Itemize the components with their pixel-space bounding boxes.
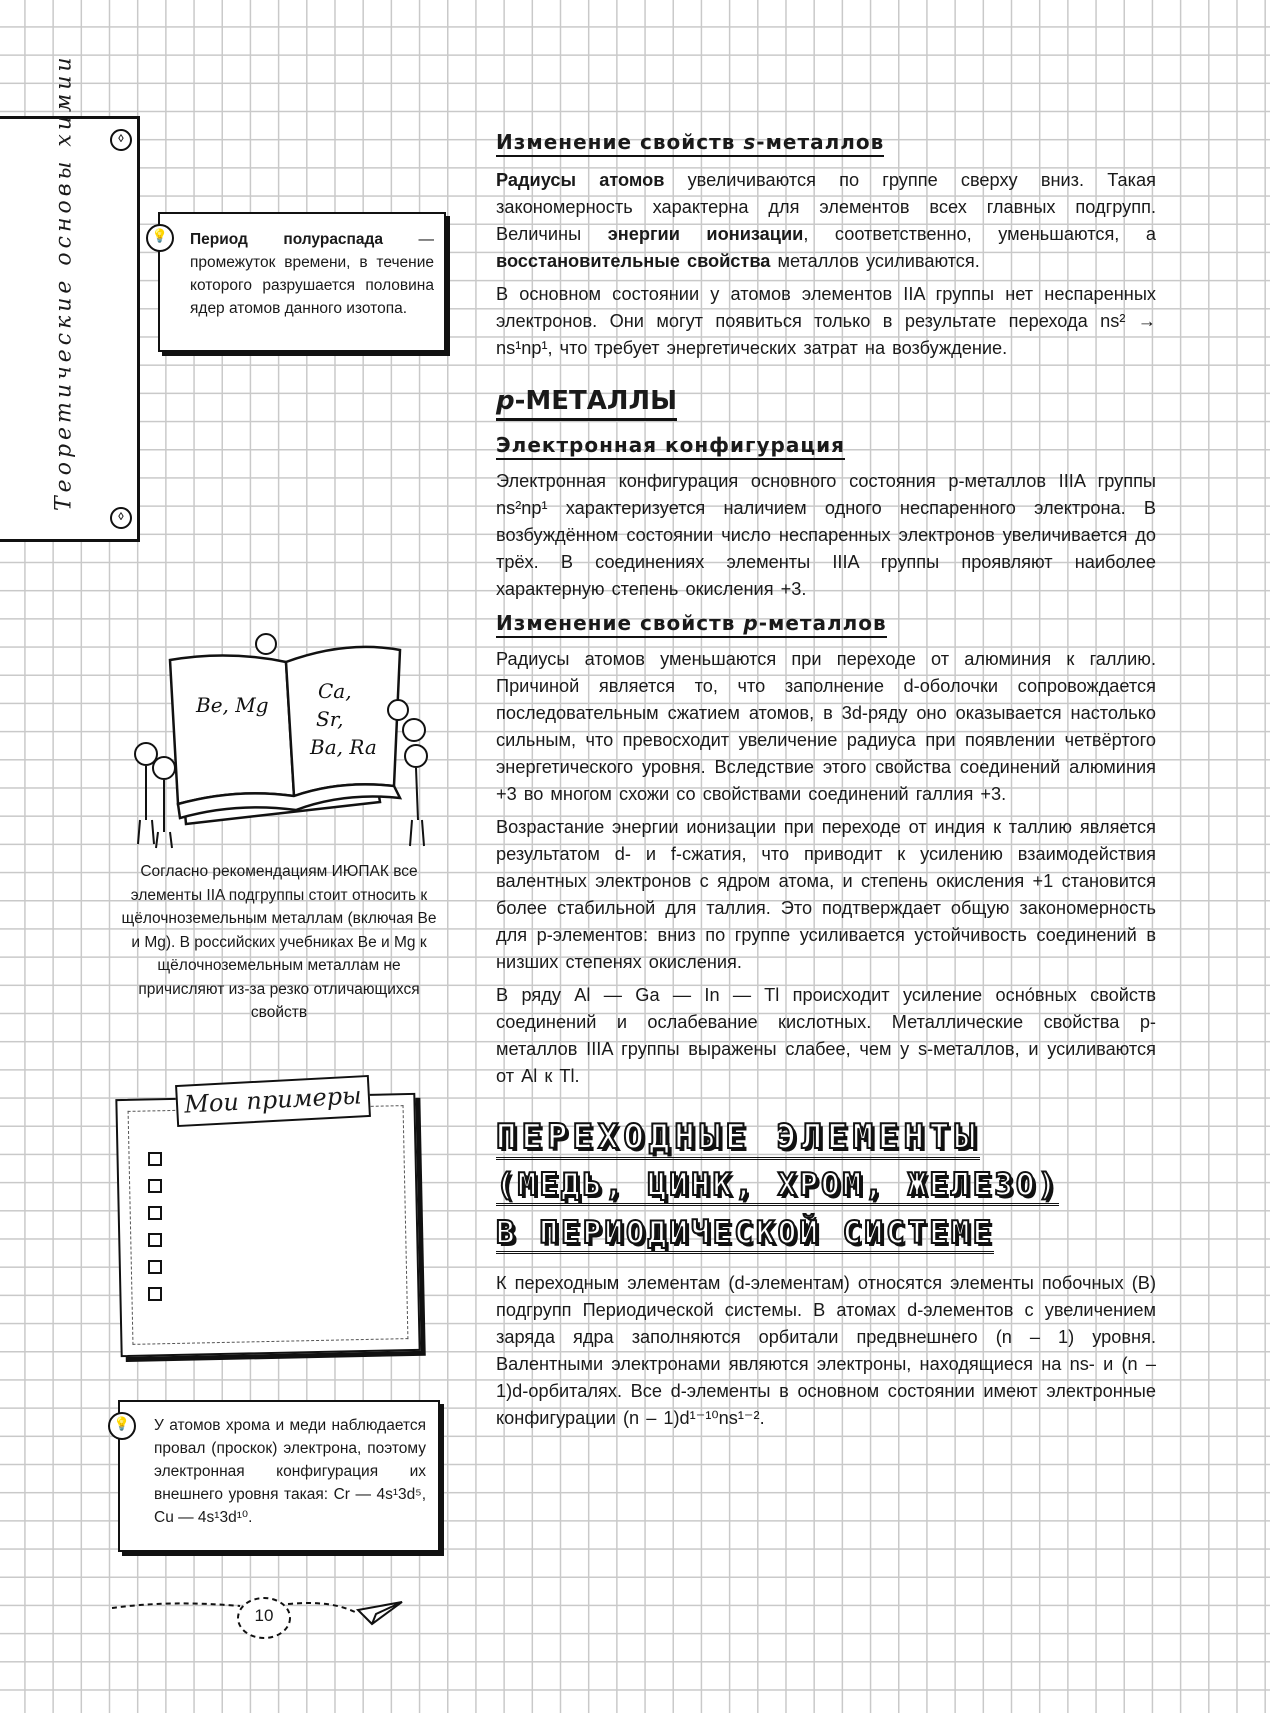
note-chromium-text: У атомов хрома и меди наблюдается провал (проскок) электрона, поэтому электронная конфигурация их внешнего уровня такая: Cr — 4s¹3d⁵, Cu — 4s¹3d¹⁰.: [154, 1417, 427, 1526]
checkbox[interactable]: [148, 1206, 162, 1220]
p-metals-paragraph-2: Возрастание энергии ионизации при переходе от индия к таллию является результатом d- и f-сжатия, что приводит к усилению взаимодействия валентных электронов с ядром атома, и степень окисления +1 становится более стабильной для таллия. Это подтверждает общую закономерность для p-элементов: вниз по группе усиливается устойчивость соединений в низших степенях окисления.: [496, 817, 1156, 972]
page-number: 10: [254, 1606, 274, 1625]
econf-paragraph: Электронная конфигурация основного состояния p-металлов IIIA группы ns²np¹ характеризуется наличием одного неспаренного электрона. В возбуждённом состоянии число неспаренных электронов увеличивается до трёх. В соединениях элементы IIIA группы проявляют наиболее характерную степень окисления +3.: [496, 471, 1156, 599]
note-chromium: [113, 1400, 440, 1552]
my-examples-card: [118, 1081, 418, 1360]
p-metals-paragraph-1: Радиусы атомов уменьшаются при переходе от алюминия к галлию. Причиной является то, что заполнение d-оболочки сопровождается последовательным сжатием атомов, в 3d-ряду оно оказывается настолько сильным, что превосходит увеличение радиуса при появлении четвёртого энергетического уровня. Вследствие этого свойства соединений алюминия +3 во многом схожи со свойствами соединений галлия +3.: [496, 649, 1156, 804]
checkbox[interactable]: [148, 1152, 162, 1166]
note-halflife: [151, 212, 446, 352]
transition-title-block: [496, 1114, 1156, 1256]
s-metals-paragraph-2: В основном состоянии у атомов элементов IIA группы нет неспаренных электронов. Они могут появиться только в результате перехода ns² → ns¹np¹, что требует энергетических затрат на возбуждение.: [496, 284, 1156, 358]
transition-title-line-3: В ПЕРИОДИЧЕСКОЙ СИСТЕМЕ: [496, 1215, 994, 1254]
lightbulb-icon: 💡: [146, 224, 174, 252]
lightbulb-icon: 💡: [108, 1412, 136, 1440]
iupac-caption: Согласно рекомендациям ИЮПАК все элементы IIA подгруппы стоит относить к щёлочноземельным металлам (включая Be и Mg). В российских учебниках Be и Mg к щёлочноземельным металлам не причисляют из-за резко отличающихся свойств: [121, 863, 437, 1021]
checkbox[interactable]: [148, 1260, 162, 1274]
transition-paragraph: К переходным элементам (d-элементам) относятся элементы побочных (B) подгрупп Периодической системы. В атомах d-элементов с увеличением заряда ядра заполняются орбитали предвнешнего (n – 1) уровня. Валентными электронами являются электроны, находящиеся на ns- и (n – 1)d-орбиталях. Все d-элементы в основном состоянии имеют электронные конфигурации (n – 1)d¹⁻¹⁰ns¹⁻².: [496, 1273, 1156, 1428]
p-metals-heading-wrap: [496, 386, 1156, 421]
note-halflife-text: Период полураспада — промежуток времени, в течение которого разрушается половина ядер атомов данного изотопа.: [190, 231, 434, 317]
main-column: [496, 130, 1156, 1432]
checkbox[interactable]: [148, 1179, 162, 1193]
checkbox[interactable]: [148, 1287, 162, 1301]
p-metals-paragraph-3: В ряду Al — Ga — In — Tl происходит усиление осно́вных свойств соединений и ослабевание кислотных. Металлические свойства p-металлов IIIA группы выражены слабее, чем у s-металлов, и усиливаются от Al к Tl.: [496, 985, 1156, 1086]
diamond-icon: ◊: [110, 129, 132, 151]
s-metals-paragraph-1: Радиусы атомов увеличиваются по группе сверху вниз. Такая закономерность характерна для элементов всех главных подгрупп. Величины энергии ионизации, соответственно, уменьшаются, а восстановительные свойства металлов усиливаются.: [496, 170, 1156, 271]
chapter-side-tab: [0, 53, 140, 542]
chapter-title: Теоретические основы химии: [51, 53, 77, 511]
my-examples-title: Мои примеры: [175, 1075, 371, 1127]
econf-heading: Электронная конфигурация: [496, 433, 845, 460]
p-metals-props-heading: Изменение свойств p-металлов: [496, 611, 887, 638]
book-right-text-1: Ca,: [318, 679, 352, 703]
book-right-text-3: Ba, Ra: [310, 735, 377, 759]
book-left-text: Be, Mg: [196, 693, 269, 717]
book-right-text-2: Sr,: [316, 707, 344, 731]
transition-title-line-2: (МЕДЬ, ЦИНК, ХРОМ, ЖЕЛЕЗО): [496, 1167, 1059, 1206]
book-illustration: [118, 620, 458, 852]
transition-title-line-1: ПЕРЕХОДНЫЕ ЭЛЕМЕНТЫ: [496, 1117, 980, 1160]
checkbox[interactable]: [148, 1233, 162, 1247]
s-metals-heading: Изменение свойств s-металлов: [496, 130, 884, 157]
p-metals-heading: p-МЕТАЛЛЫ: [496, 386, 677, 421]
diamond-icon: ◊: [110, 507, 132, 529]
checkbox-list: [148, 1152, 162, 1301]
